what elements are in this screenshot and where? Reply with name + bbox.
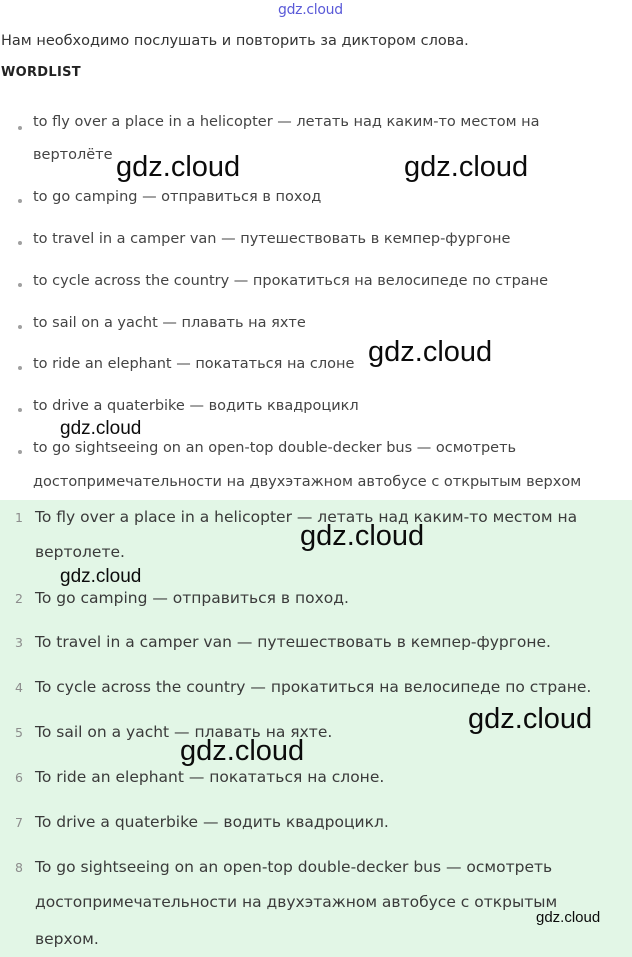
answer-text: To sail on a yacht — плавать на яхте. (35, 723, 333, 741)
answer-number: 8 (15, 860, 23, 875)
bullet-dot-icon (18, 408, 22, 412)
list-item-text: to go camping — отправиться в поход (33, 189, 322, 205)
answer-number: 3 (15, 635, 23, 650)
bullet-dot-icon (18, 283, 22, 287)
instruction-text: Нам необходимо послушать и повторить за диктором слова. (1, 33, 469, 49)
bullet-dot-icon (18, 450, 22, 454)
bullet-dot-icon (18, 199, 22, 203)
answer-text: To go sightseeing on an open-top double-decker bus — осмотреть (35, 858, 553, 876)
answer-text: To drive a quaterbike — водить квадроцикл. (35, 813, 389, 831)
wordlist-heading: WORDLIST (1, 65, 81, 80)
answer-number: 1 (15, 510, 23, 525)
answer-text: To travel in a camper van — путешествовать в кемпер-фургоне. (35, 633, 551, 651)
bullet-dot-icon (18, 241, 22, 245)
watermark: gdz.cloud (300, 520, 425, 552)
answer-number: 4 (15, 680, 23, 695)
watermark: gdz.cloud (60, 566, 142, 587)
list-item-text: to drive a quaterbike — водить квадроцикл (33, 398, 359, 414)
watermark: gdz.cloud (116, 151, 241, 183)
list-item-text: вертолёте (33, 147, 113, 163)
answer-text: To cycle across the country — прокатиться на велосипеде по стране. (35, 678, 592, 696)
watermark: gdz.cloud (180, 735, 305, 767)
list-item-text: to ride an elephant — покататься на слоне (33, 356, 355, 372)
watermark: gdz.cloud (368, 336, 493, 368)
bullet-dot-icon (18, 366, 22, 370)
list-item-text: to go sightseeing on an open-top double-decker bus — осмотреть (33, 440, 517, 456)
list-item-text: to sail on a yacht — плавать на яхте (33, 315, 306, 331)
answer-number: 5 (15, 725, 23, 740)
answer-text: достопримечательности на двухэтажном автобусе с открытым (35, 893, 558, 911)
answer-text: To go camping — отправиться в поход. (35, 589, 349, 607)
answer-number: 7 (15, 815, 23, 830)
watermark: gdz.cloud (404, 151, 529, 183)
bullet-dot-icon (18, 126, 22, 130)
watermark: gdz.cloud (60, 418, 142, 439)
list-item-text: to fly over a place in a helicopter — летать над каким-то местом на (33, 114, 540, 130)
answer-number: 2 (15, 591, 23, 606)
top-watermark: gdz.cloud (278, 2, 343, 18)
answer-text: To ride an elephant — покататься на слоне. (35, 768, 385, 786)
answer-text: верхом. (35, 930, 99, 948)
list-item-text: to cycle across the country — прокатиться на велосипеде по стране (33, 273, 549, 289)
bullet-dot-icon (18, 325, 22, 329)
answer-text: вертолете. (35, 543, 125, 561)
list-item-text: to travel in a camper van — путешествовать в кемпер-фургоне (33, 231, 511, 247)
answer-number: 6 (15, 770, 23, 785)
answer-text: To fly over a place in a helicopter — летать над каким-то местом на (35, 508, 578, 526)
watermark: gdz.cloud (536, 909, 601, 926)
watermark: gdz.cloud (468, 703, 593, 735)
list-item-text: достопримечательности на двухэтажном автобусе с открытым верхом (33, 474, 582, 490)
